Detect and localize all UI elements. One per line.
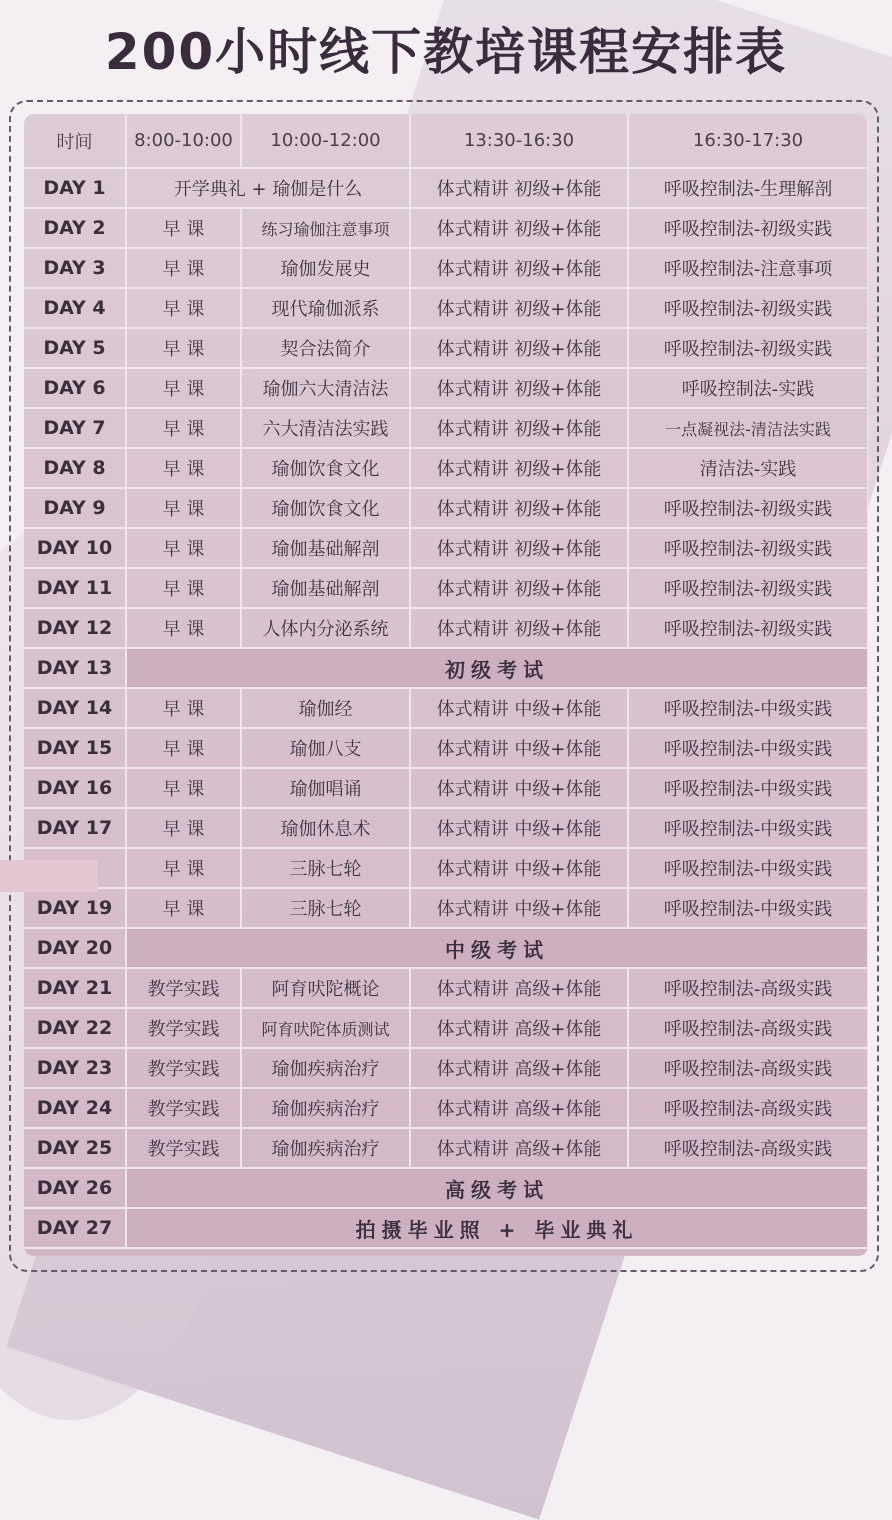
day-cell: DAY 17 bbox=[24, 808, 126, 848]
table-row bbox=[24, 808, 868, 848]
day-cell: DAY 10 bbox=[24, 528, 126, 568]
table-row bbox=[24, 728, 868, 768]
day-cell: DAY 19 bbox=[24, 888, 126, 928]
course-cell: 瑜伽基础解剖 bbox=[241, 568, 410, 608]
course-cell: 瑜伽疾病治疗 bbox=[241, 1048, 410, 1088]
course-cell: 教学实践 bbox=[126, 1088, 241, 1128]
course-cell: 体式精讲 初级+体能 bbox=[410, 488, 628, 528]
course-cell: 呼吸控制法-初级实践 bbox=[628, 488, 868, 528]
day-cell: DAY 3 bbox=[24, 248, 126, 288]
course-cell: 体式精讲 初级+体能 bbox=[410, 288, 628, 328]
course-cell: 呼吸控制法-高级实践 bbox=[628, 1048, 868, 1088]
day-cell: DAY 26 bbox=[24, 1168, 126, 1208]
course-cell: 呼吸控制法-高级实践 bbox=[628, 968, 868, 1008]
course-cell: 早 课 bbox=[126, 408, 241, 448]
course-cell: 瑜伽休息术 bbox=[241, 808, 410, 848]
day-cell: DAY 23 bbox=[24, 1048, 126, 1088]
header-cell: 10:00-12:00 bbox=[241, 114, 410, 168]
table-row bbox=[24, 768, 868, 808]
day-cell: DAY 16 bbox=[24, 768, 126, 808]
course-cell: 早 课 bbox=[126, 488, 241, 528]
table-row bbox=[24, 608, 868, 648]
course-cell: 体式精讲 中级+体能 bbox=[410, 688, 628, 728]
course-cell: 瑜伽疾病治疗 bbox=[241, 1088, 410, 1128]
course-cell: 瑜伽发展史 bbox=[241, 248, 410, 288]
day-cell: DAY 27 bbox=[24, 1208, 126, 1248]
exam-cell: 高级考试 bbox=[126, 1168, 868, 1208]
course-cell: 瑜伽饮食文化 bbox=[241, 488, 410, 528]
course-cell: 早 课 bbox=[126, 608, 241, 648]
table-row bbox=[24, 368, 868, 408]
course-cell: 教学实践 bbox=[126, 1008, 241, 1048]
day-cell: DAY 13 bbox=[24, 648, 126, 688]
day-cell: DAY 22 bbox=[24, 1008, 126, 1048]
course-cell: 开学典礼 + 瑜伽是什么 bbox=[126, 168, 410, 208]
course-cell: 早 课 bbox=[126, 368, 241, 408]
course-cell: 体式精讲 初级+体能 bbox=[410, 568, 628, 608]
course-cell: 体式精讲 初级+体能 bbox=[410, 248, 628, 288]
course-cell: 呼吸控制法-注意事项 bbox=[628, 248, 868, 288]
course-cell: 阿育吠陀概论 bbox=[241, 968, 410, 1008]
course-cell: 早 课 bbox=[126, 528, 241, 568]
course-cell: 呼吸控制法-高级实践 bbox=[628, 1088, 868, 1128]
course-cell: 呼吸控制法-初级实践 bbox=[628, 568, 868, 608]
course-cell: 体式精讲 中级+体能 bbox=[410, 808, 628, 848]
schedule-table bbox=[24, 114, 868, 1249]
day-cell: DAY 1 bbox=[24, 168, 126, 208]
table-row bbox=[24, 408, 868, 448]
day-cell: DAY 20 bbox=[24, 928, 126, 968]
exam-cell: 初级考试 bbox=[126, 648, 868, 688]
course-cell: 呼吸控制法-初级实践 bbox=[628, 328, 868, 368]
day-cell: DAY 14 bbox=[24, 688, 126, 728]
day-cell: DAY 5 bbox=[24, 328, 126, 368]
course-cell: 瑜伽六大清洁法 bbox=[241, 368, 410, 408]
course-cell: 体式精讲 高级+体能 bbox=[410, 1088, 628, 1128]
course-cell: 三脉七轮 bbox=[241, 848, 410, 888]
course-cell: 瑜伽经 bbox=[241, 688, 410, 728]
course-cell: 体式精讲 初级+体能 bbox=[410, 368, 628, 408]
page-title: 200小时线下教培课程安排表 bbox=[104, 23, 788, 81]
course-cell: 早 课 bbox=[126, 448, 241, 488]
course-cell: 体式精讲 初级+体能 bbox=[410, 168, 628, 208]
course-cell: 教学实践 bbox=[126, 1048, 241, 1088]
course-cell: 呼吸控制法-中级实践 bbox=[628, 768, 868, 808]
course-cell: 教学实践 bbox=[126, 968, 241, 1008]
table-row bbox=[24, 1048, 868, 1088]
course-cell: 体式精讲 高级+体能 bbox=[410, 1008, 628, 1048]
course-cell: 早 课 bbox=[126, 688, 241, 728]
day-cell: DAY 12 bbox=[24, 608, 126, 648]
table-row bbox=[24, 288, 868, 328]
table-header-row bbox=[24, 114, 868, 168]
course-cell: 呼吸控制法-初级实践 bbox=[628, 608, 868, 648]
course-cell: 体式精讲 初级+体能 bbox=[410, 608, 628, 648]
course-cell: 清洁法-实践 bbox=[628, 448, 868, 488]
course-cell: 瑜伽饮食文化 bbox=[241, 448, 410, 488]
table-row bbox=[24, 568, 868, 608]
course-cell: 体式精讲 高级+体能 bbox=[410, 968, 628, 1008]
course-cell: 体式精讲 高级+体能 bbox=[410, 1048, 628, 1088]
day-cell: DAY 25 bbox=[24, 1128, 126, 1168]
day-cell: DAY 11 bbox=[24, 568, 126, 608]
course-cell: 早 课 bbox=[126, 768, 241, 808]
exam-cell: 中级考试 bbox=[126, 928, 868, 968]
course-cell: 呼吸控制法-生理解剖 bbox=[628, 168, 868, 208]
course-cell: 六大清洁法实践 bbox=[241, 408, 410, 448]
table-row bbox=[24, 928, 868, 968]
course-cell: 早 课 bbox=[126, 728, 241, 768]
table-row bbox=[24, 1008, 868, 1048]
course-cell: 三脉七轮 bbox=[241, 888, 410, 928]
header-cell: 8:00-10:00 bbox=[126, 114, 241, 168]
course-cell: 一点凝视法-清洁法实践 bbox=[628, 408, 868, 448]
course-cell: 呼吸控制法-高级实践 bbox=[628, 1008, 868, 1048]
course-cell: 瑜伽八支 bbox=[241, 728, 410, 768]
schedule-table-container bbox=[24, 114, 868, 1256]
course-cell: 早 课 bbox=[126, 888, 241, 928]
table-row bbox=[24, 1168, 868, 1208]
course-cell: 早 课 bbox=[126, 808, 241, 848]
table-row bbox=[24, 1208, 868, 1248]
table-row bbox=[24, 448, 868, 488]
day-cell: DAY 8 bbox=[24, 448, 126, 488]
course-cell: 体式精讲 中级+体能 bbox=[410, 768, 628, 808]
course-cell: 呼吸控制法-高级实践 bbox=[628, 1128, 868, 1168]
table-row bbox=[24, 1088, 868, 1128]
course-cell: 体式精讲 初级+体能 bbox=[410, 408, 628, 448]
course-cell: 呼吸控制法-初级实践 bbox=[628, 528, 868, 568]
course-cell: 瑜伽疾病治疗 bbox=[241, 1128, 410, 1168]
course-cell: 体式精讲 中级+体能 bbox=[410, 888, 628, 928]
day-cell: DAY 4 bbox=[24, 288, 126, 328]
course-cell: 早 课 bbox=[126, 208, 241, 248]
table-row bbox=[24, 248, 868, 288]
table-row bbox=[24, 328, 868, 368]
course-cell: 体式精讲 高级+体能 bbox=[410, 1128, 628, 1168]
course-cell: 体式精讲 中级+体能 bbox=[410, 728, 628, 768]
course-cell: 早 课 bbox=[126, 848, 241, 888]
course-cell: 现代瑜伽派系 bbox=[241, 288, 410, 328]
table-row bbox=[24, 968, 868, 1008]
course-cell: 呼吸控制法-中级实践 bbox=[628, 688, 868, 728]
day-cell: DAY 21 bbox=[24, 968, 126, 1008]
course-cell: 体式精讲 初级+体能 bbox=[410, 208, 628, 248]
course-cell: 练习瑜伽注意事项 bbox=[241, 208, 410, 248]
course-cell: 瑜伽基础解剖 bbox=[241, 528, 410, 568]
course-cell: 早 课 bbox=[126, 328, 241, 368]
course-cell: 呼吸控制法-初级实践 bbox=[628, 288, 868, 328]
course-cell: 呼吸控制法-初级实践 bbox=[628, 208, 868, 248]
table-row bbox=[24, 528, 868, 568]
course-cell: 教学实践 bbox=[126, 1128, 241, 1168]
table-row bbox=[24, 1128, 868, 1168]
course-cell: 体式精讲 初级+体能 bbox=[410, 448, 628, 488]
day-cell: DAY 7 bbox=[24, 408, 126, 448]
course-cell: 早 课 bbox=[126, 568, 241, 608]
course-cell: 呼吸控制法-中级实践 bbox=[628, 808, 868, 848]
course-cell: 早 课 bbox=[126, 288, 241, 328]
course-cell: 呼吸控制法-中级实践 bbox=[628, 848, 868, 888]
table-row bbox=[24, 168, 868, 208]
table-row bbox=[24, 888, 868, 928]
course-cell: 呼吸控制法-中级实践 bbox=[628, 888, 868, 928]
course-cell: 阿育吠陀体质测试 bbox=[241, 1008, 410, 1048]
course-cell: 体式精讲 初级+体能 bbox=[410, 528, 628, 568]
course-cell: 体式精讲 初级+体能 bbox=[410, 328, 628, 368]
side-overlay-label bbox=[0, 860, 98, 892]
table-row bbox=[24, 688, 868, 728]
table-row bbox=[24, 848, 868, 888]
table-row bbox=[24, 208, 868, 248]
exam-cell: 拍摄毕业照 + 毕业典礼 bbox=[126, 1208, 868, 1248]
table-row bbox=[24, 648, 868, 688]
course-cell: 呼吸控制法-实践 bbox=[628, 368, 868, 408]
course-cell: 呼吸控制法-中级实践 bbox=[628, 728, 868, 768]
course-cell: 瑜伽唱诵 bbox=[241, 768, 410, 808]
course-cell: 早 课 bbox=[126, 248, 241, 288]
day-cell: DAY 24 bbox=[24, 1088, 126, 1128]
header-cell: 16:30-17:30 bbox=[628, 114, 868, 168]
day-cell: DAY 15 bbox=[24, 728, 126, 768]
course-cell: 契合法简介 bbox=[241, 328, 410, 368]
table-row bbox=[24, 488, 868, 528]
course-cell: 体式精讲 中级+体能 bbox=[410, 848, 628, 888]
header-cell: 13:30-16:30 bbox=[410, 114, 628, 168]
day-cell: DAY 6 bbox=[24, 368, 126, 408]
course-cell: 人体内分泌系统 bbox=[241, 608, 410, 648]
day-cell: DAY 2 bbox=[24, 208, 126, 248]
header-cell: 时间 bbox=[24, 114, 126, 168]
day-cell: DAY 9 bbox=[24, 488, 126, 528]
